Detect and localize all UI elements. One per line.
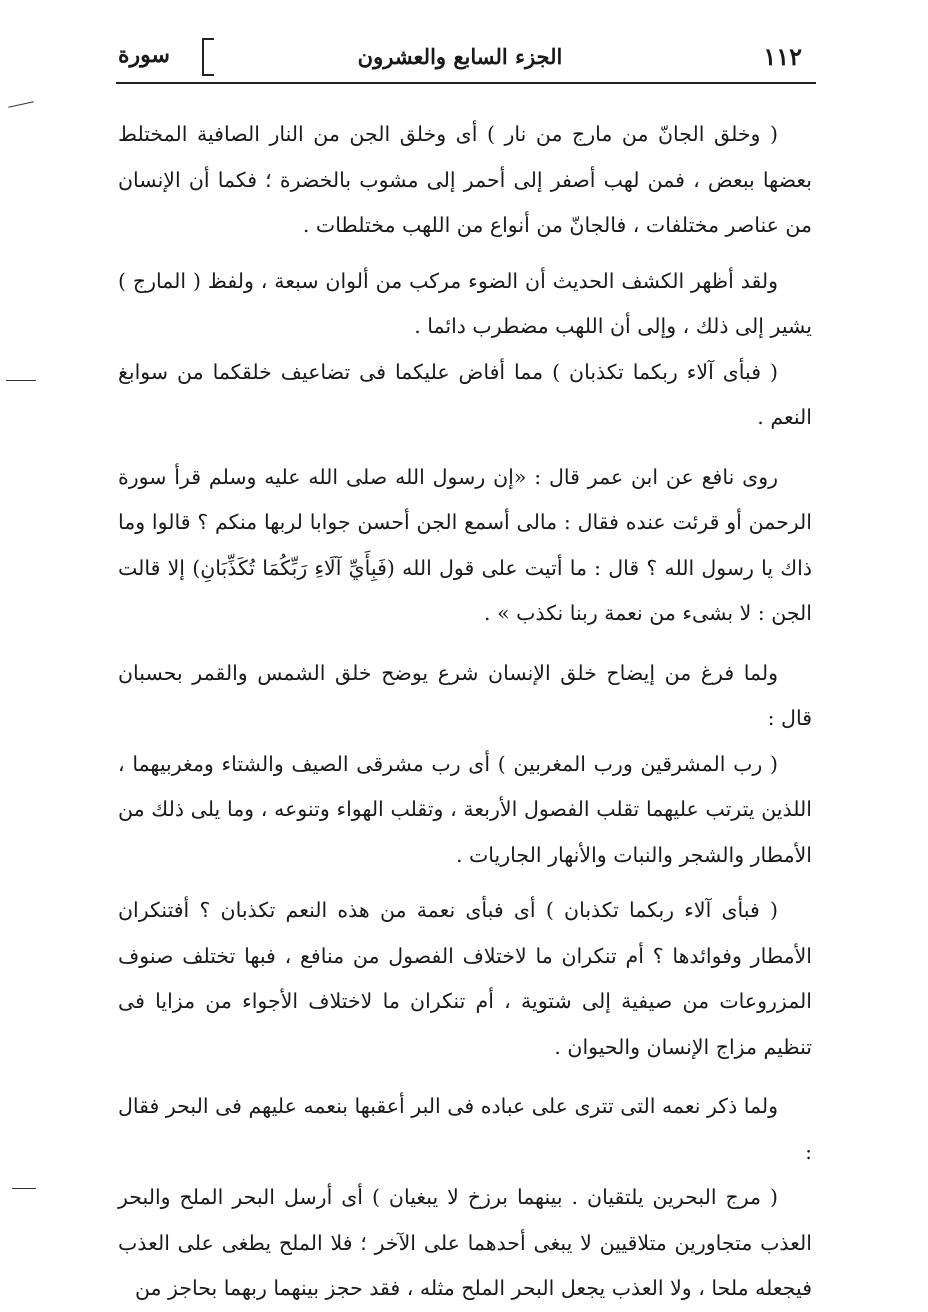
header-bracket [202,38,214,76]
paragraph-5: ولما فرغ من إيضاح خلق الإنسان شرع يوضح خلق الشمس والقمر بحسبان قال : [118,660,812,730]
paragraph-6: ( رب المشرقين ورب المغربين ) أى رب مشرقى الصيف والشتاء ومغربيهما ، اللذين يترتب عليهما تقلب الفصول الأربعة ، وتقلب الهواء وتنوعه ، وما يلى ذلك من الأمطار والشجر والنبات والأنهار الجاريات . [118,751,812,867]
header-rule [116,82,816,84]
paragraph-9: ( مرج البحرين يلتقيان . بينهما برزخ لا يبغيان ) أى أرسل البحر الملح والبحر العذب متجاورين متلاقيين لا يبغى أحدهما على الآخر ؛ فلا الملح يطغى على العذب فيجعله ملحا ، ولا العذب يجعل البحر الملح مثله ، فقد حجز بينهما ربهما بحاجز من [118,1185,812,1300]
running-title: الجزء السابع والعشرون [357,44,563,69]
margin-mark [12,1188,36,1189]
surah-label: سورة [118,42,170,68]
paragraph-3: ( فبأى آلاء ربكما تكذبان ) مما أفاض عليكما فى تضاعيف خلقكما من سوابغ النعم . [118,359,812,429]
page-header [110,38,810,78]
page-number: ١١٢ [763,42,802,71]
paragraph-8: ولما ذكر نعمه التى تترى على عباده فى البر أعقبها بنعمه عليهم فى البحر فقال : [118,1094,812,1164]
paragraph-1: ( وخلق الجانّ من مارج من نار ) أى وخلق الجن من النار الصافية المختلط بعضها ببعض ، فمن لهب أصفر إلى أحمر إلى مشوب بالخضرة ؛ فكما أن الإنسان من عناصر مختلفات ، فالجانّ من أنواع من اللهب مختلطات . [118,122,812,237]
margin-mark [8,101,34,107]
paragraph-7: ( فبأى آلاء ربكما تكذبان ) أى فبأى نعمة من هذه النعم تكذبان ؟ أفتنكران الأمطار وفوائدها ؟ أم تنكران ما لاختلاف الفصول من منافع ، فبها تختلف صنوف المزروعات من صيفية إلى شتوية ، أم تنكران ما لاختلاف الأجواء من مزايا فى تنظيم مزاج الإنسان والحيوان . [118,898,812,1059]
margin-mark [6,380,36,381]
paragraph-2: ولقد أظهر الكشف الحديث أن الضوء مركب من ألوان سبعة ، ولفظ ( المارج ) يشير إلى ذلك ، وإلى أن اللهب مضطرب دائما . [118,268,812,338]
body-text [118,112,812,1312]
paragraph-4: روى نافع عن ابن عمر قال : «إن رسول الله صلى الله عليه وسلم قرأ سورة الرحمن أو قرئت عنده فقال : مالى أسمع الجن أحسن جوابا لربها منكم ؟ قالوا وما ذاك يا رسول الله ؟ قال : ما أتيت على قول الله (فَبِأَيِّ آلَاءِ رَبِّكُمَا تُكَذِّبَانِ) إلا قالت الجن : لا بشىء من نعمة ربنا نكذب » . [118,464,812,625]
